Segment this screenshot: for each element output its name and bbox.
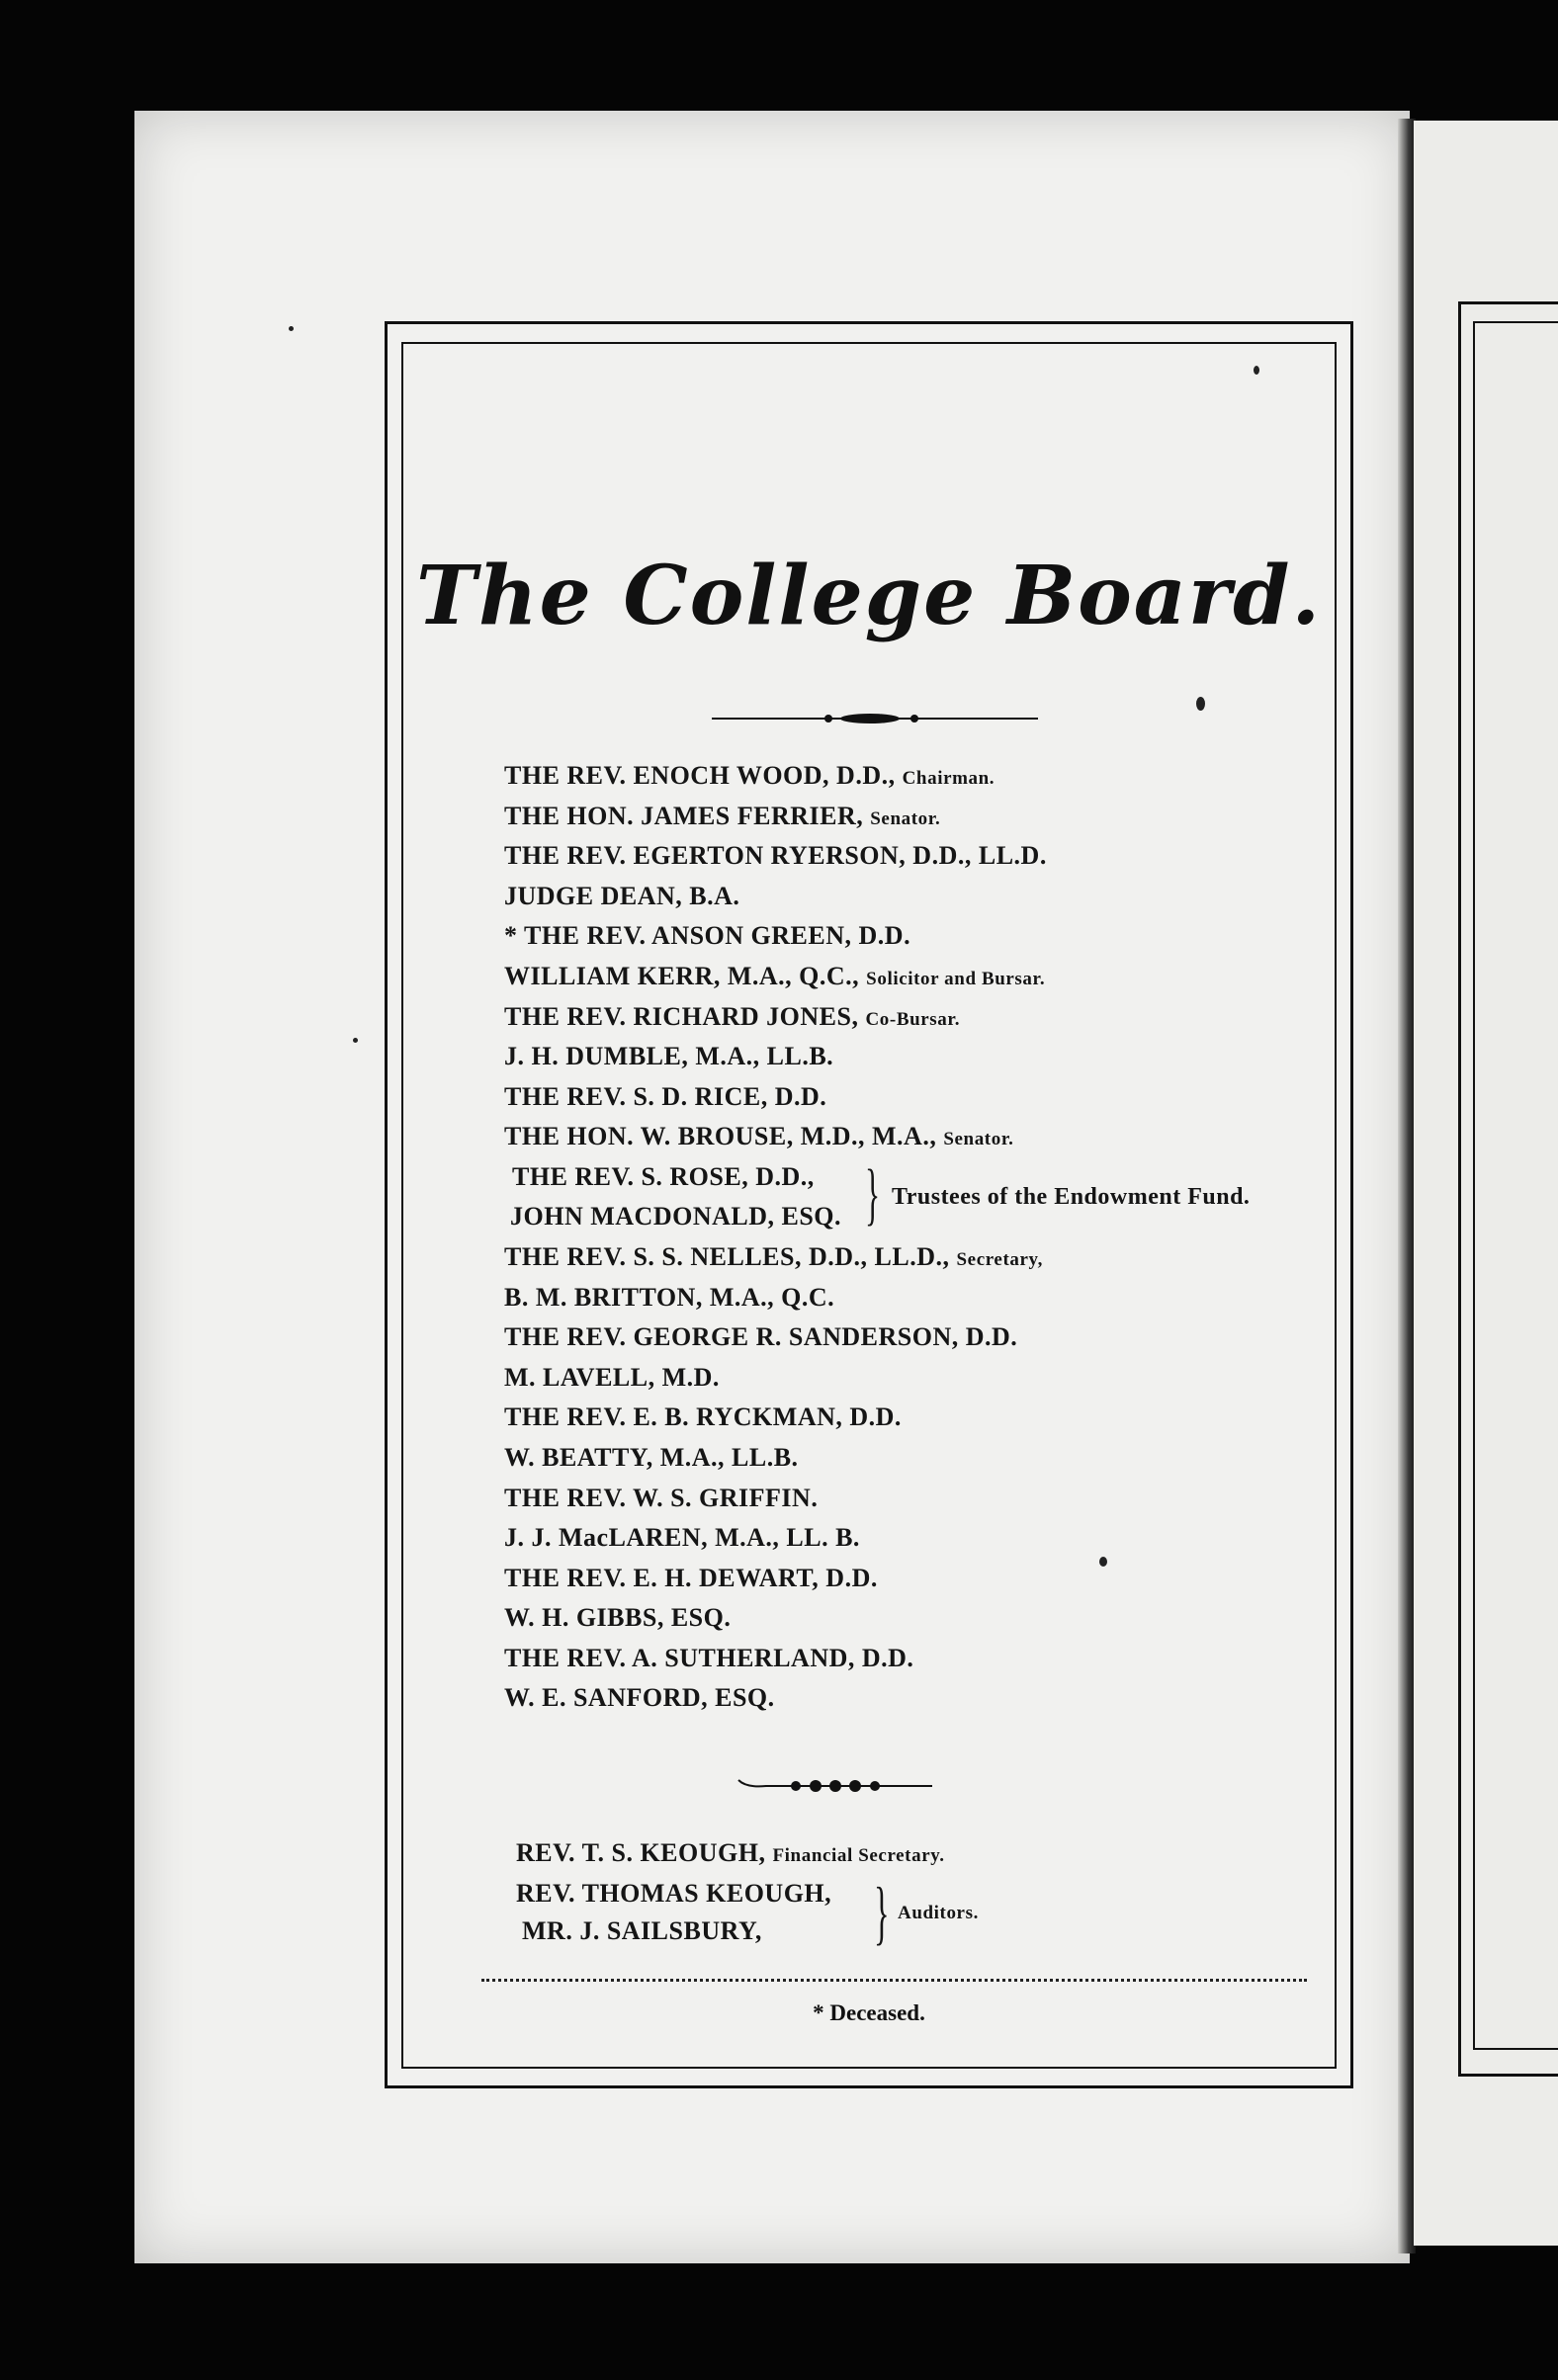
trustee-name: THE REV. S. ROSE, D.D., [512,1161,815,1191]
board-member-entry [504,836,1335,877]
board-member-entry [504,877,1335,917]
member-name: THE REV. S. S. NELLES, D.D., LL.D., [504,1241,957,1271]
member-role: Chairman. [902,768,995,789]
member-name: THE REV. W. S. GRIFFIN. [504,1483,819,1512]
board-roster [504,756,1335,1719]
member-name: THE REV. E. B. RYCKMAN, D.D. [504,1402,902,1432]
board-member-entry [504,1318,1335,1358]
scan-speck [289,326,294,331]
member-name: WILLIAM KERR, M.A., Q.C., [504,961,867,990]
trustees-brace: } [865,1155,881,1232]
divider-ornament [736,1774,934,1798]
footnote: * Deceased. [813,2000,925,2025]
member-name: J. J. MacLAREN, M.A., LL. B. [504,1523,860,1553]
member-role: Secretary, [956,1248,1043,1270]
member-name: J. H. DUMBLE, M.A., LL.B. [504,1042,834,1071]
member-name: THE HON. JAMES FERRIER, [504,801,871,830]
board-member-entry [504,1037,1335,1077]
member-name: THE REV. A. SUTHERLAND, D.D. [504,1643,914,1672]
auditor-name: REV. THOMAS KEOUGH, [516,1878,832,1908]
member-role: Co-Bursar. [865,1008,961,1030]
officers-section [516,1833,1307,1957]
trustees-entry [504,1157,1335,1237]
trustees-label: Trustees of the Endowment Fund. [892,1183,1251,1210]
board-member-entry [504,797,1335,837]
auditors-label: Auditors. [898,1902,979,1923]
member-name: W. H. GIBBS, ESQ. [504,1603,732,1633]
board-member-entry [504,1479,1335,1519]
member-name: * THE REV. ANSON GREEN, D.D. [504,921,911,951]
member-role: Solicitor and Bursar. [866,968,1046,989]
member-name: B. M. BRITTON, M.A., Q.C. [504,1282,835,1312]
board-member-entry [504,1639,1335,1679]
scan-speck [1196,697,1205,711]
board-member-entry [504,1438,1335,1479]
auditors-entry [516,1874,1307,1957]
board-member-entry [504,997,1335,1038]
board-member-entry [504,916,1335,957]
board-member-entry [504,1077,1335,1118]
board-member-entry [504,1398,1335,1438]
board-member-entry [504,1598,1335,1639]
board-member-entry [504,957,1335,997]
member-role: Senator. [943,1129,1014,1150]
page-title: The College Board. [415,549,1323,643]
member-role: Senator. [870,808,941,829]
trustee-name: JOHN MACDONALD, ESQ. [510,1201,842,1231]
scan-speck [1254,366,1259,375]
member-name: THE REV. RICHARD JONES, [504,1001,866,1031]
member-name: THE REV. S. D. RICE, D.D. [504,1081,827,1111]
member-name: M. LAVELL, M.D. [504,1362,720,1392]
auditor-name: MR. J. SAILSBURY, [522,1915,762,1945]
member-name: THE HON. W. BROUSE, M.D., M.A., [504,1122,944,1151]
financial-secretary-name: REV. T. S. KEOUGH, [516,1838,773,1867]
board-member-entry [504,1518,1335,1559]
financial-secretary-entry [516,1833,1307,1874]
board-member-entry [504,1678,1335,1719]
board-member-entry [504,1358,1335,1399]
member-name: W. BEATTY, M.A., LL.B. [504,1442,799,1472]
auditors-brace: } [874,1872,890,1952]
dotted-rule [481,1979,1307,1982]
board-member-entry [504,1278,1335,1318]
scan-speck [353,1038,358,1043]
board-member-entry [504,756,1335,797]
scan-speck [1099,1557,1107,1567]
member-name: THE REV. E. H. DEWART, D.D. [504,1563,878,1592]
facing-page-inner-frame [1473,321,1558,2050]
board-member-entry [504,1237,1335,1278]
member-name: THE REV. GEORGE R. SANDERSON, D.D. [504,1322,1018,1352]
financial-secretary-role: Financial Secretary. [772,1845,945,1866]
title-ornament-rule [712,707,1038,730]
member-name: JUDGE DEAN, B.A. [504,881,740,910]
board-member-entry [504,1559,1335,1599]
member-name: W. E. SANFORD, ESQ. [504,1683,775,1713]
member-name: THE REV. EGERTON RYERSON, D.D., LL.D. [504,841,1047,871]
board-member-entry [504,1117,1335,1157]
member-name: THE REV. ENOCH WOOD, D.D., [504,761,903,790]
